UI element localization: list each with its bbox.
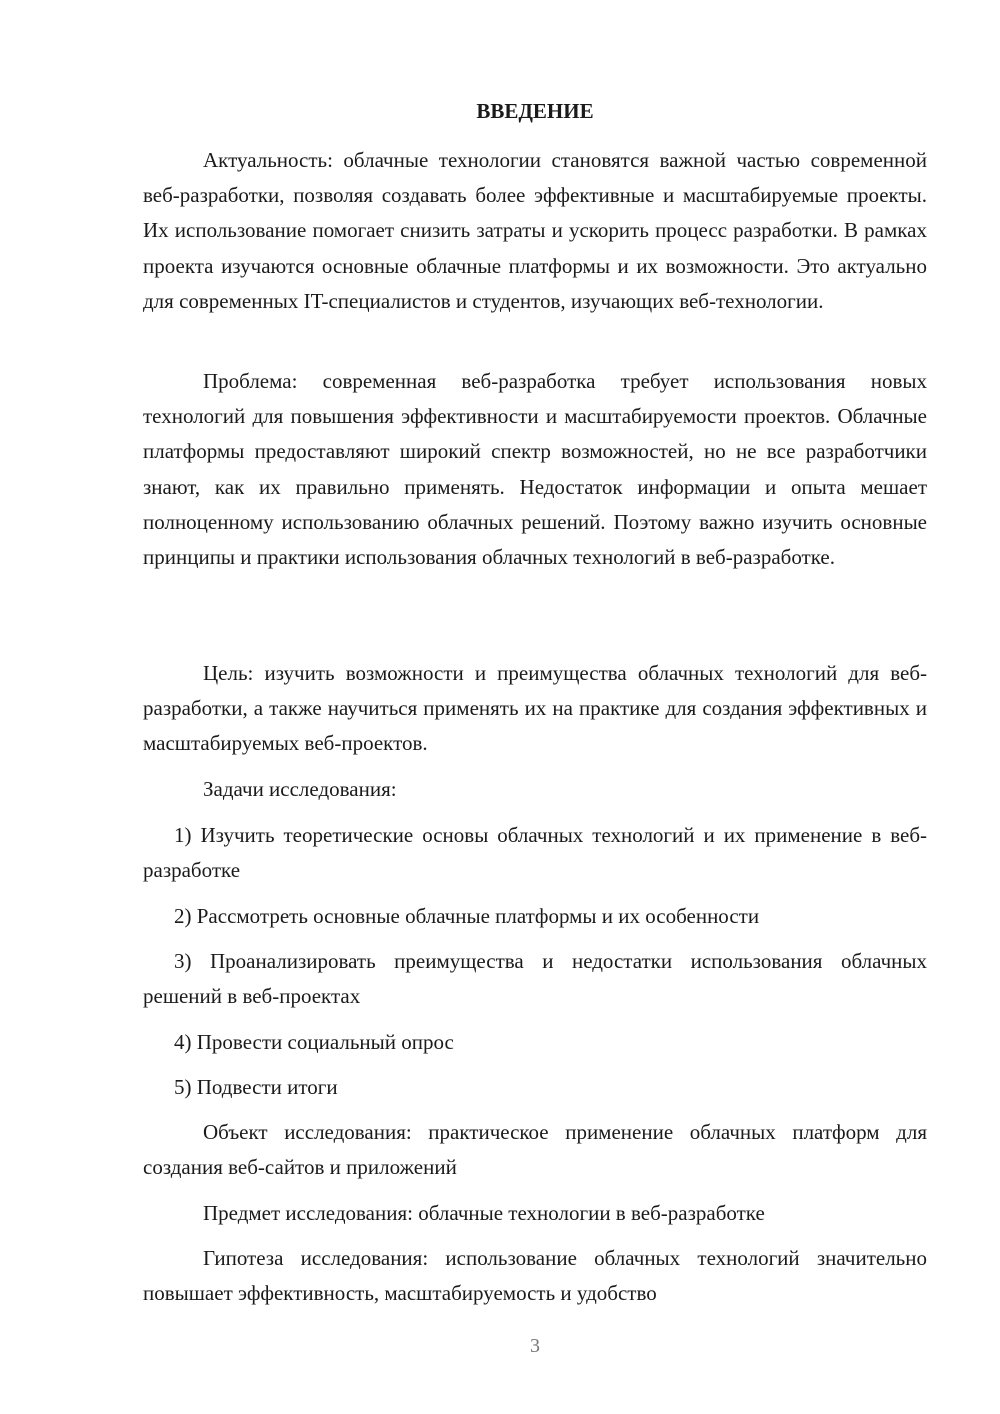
tasks-title: Задачи исследования: <box>203 777 397 801</box>
goal-paragraph: Цель: изучить возможности и преимущества облачных технологий для веб-разработки, а также научиться применять их на практике для создания эффективных и масштабируемых веб-проектов. <box>143 661 927 756</box>
problem-paragraph: Проблема: современная веб-разработка требует использования новых технологий для повышения эффективности и масштабируемости проектов. Облачные платформы предоставляют широкий спектр возможностей, но не все разработчики знают, как их правильно применять. Недостаток информации и опыта мешает полноценному использованию облачных решений. Поэтому важно изучить основные принципы и практики использования облачных технологий в веб-разработке. <box>143 369 927 570</box>
task-item-2: 2) Рассмотреть основные облачные платформы и их особенности <box>174 904 760 928</box>
relevance-paragraph: Актуальность: облачные технологии становятся важной частью современной веб-разработки, позволяя создавать более эффективные и масштабируемые проекты. Их использование помогает снизить затраты и ускорить процесс разработки. В рамках проекта изучаются основные облачные платформы и их возможности. Это актуально для современных IT-специалистов и студентов, изучающих веб-технологии. <box>143 148 927 313</box>
object-paragraph: Объект исследования: практическое применение облачных платформ для создания веб-сайтов и приложений <box>143 1120 927 1180</box>
page-number: 3 <box>530 1335 540 1357</box>
subject-paragraph: Предмет исследования: облачные технологии в веб-разработке <box>203 1201 765 1225</box>
task-item-4: 4) Провести социальный опрос <box>174 1030 454 1054</box>
task-item-1: 1) Изучить теоретические основы облачных технологий и их применение в веб-разработке <box>143 823 927 883</box>
task-item-3: 3) Проанализировать преимущества и недостатки использования облачных решений в веб-проектах <box>143 949 927 1009</box>
task-item-5: 5) Подвести итоги <box>174 1075 338 1099</box>
hypothesis-paragraph: Гипотеза исследования: использование облачных технологий значительно повышает эффективность, масштабируемость и удобство <box>143 1246 927 1306</box>
page-title: ВВЕДЕНИЕ <box>476 99 594 123</box>
